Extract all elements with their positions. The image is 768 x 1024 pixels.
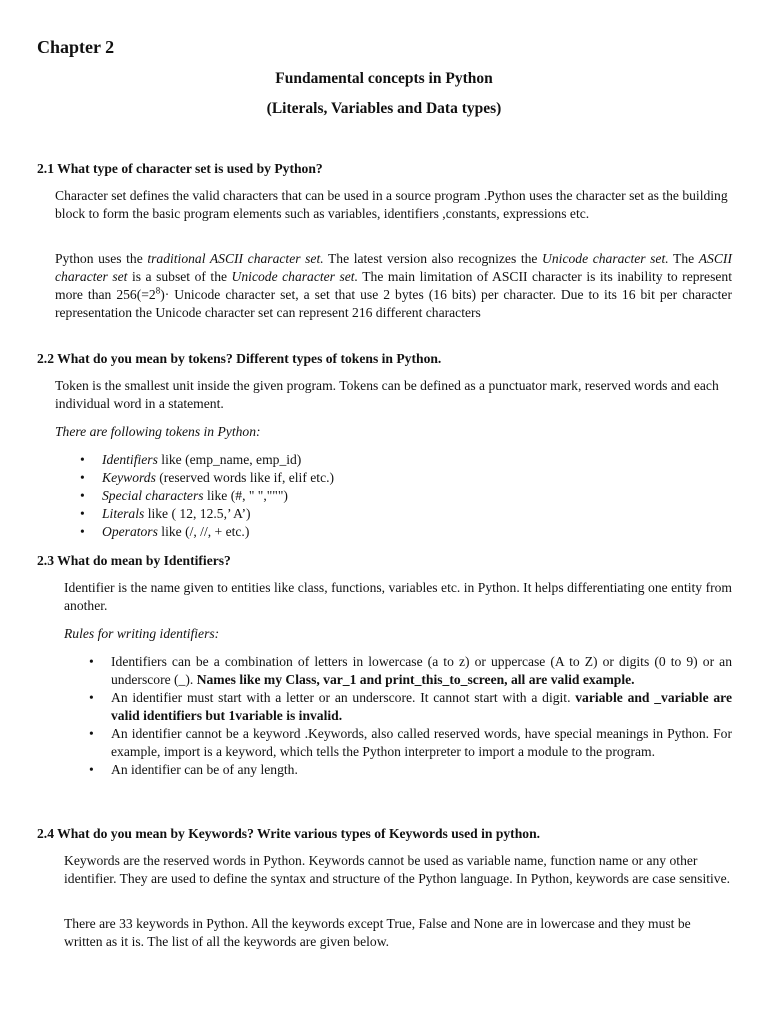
list-item: • Operators like (/, //, + etc.)	[80, 524, 250, 539]
bullet-icon: •	[80, 452, 85, 467]
bullet-icon: •	[80, 524, 85, 539]
bullet-icon: •	[80, 488, 85, 503]
chapter-title: Fundamental concepts in Python	[275, 70, 493, 87]
section-2-4-heading: 2.4 What do you mean by Keywords? Write various types of Keywords used in python.	[37, 826, 541, 841]
bullet-icon: •	[80, 470, 85, 485]
tokens-list	[80, 451, 732, 541]
list-item: • Keywords (reserved words like if, elif etc.)	[80, 470, 335, 485]
chapter-subtitle: (Literals, Variables and Data types)	[266, 100, 502, 117]
section-2-4-paragraph-2: There are 33 keywords in Python. All the keywords except True, False and None are in lowercase and they must be written as it is. The list of all the keywords are given below.	[64, 916, 691, 949]
section-2-1-heading: 2.1 What type of character set is used by Python?	[37, 161, 323, 176]
bullet-icon: •	[80, 506, 85, 521]
bullet-icon: •	[89, 654, 94, 669]
rules-intro: Rules for writing identifiers:	[64, 626, 220, 641]
bullet-icon: •	[89, 690, 94, 705]
rules-list	[89, 653, 732, 779]
tokens-intro: There are following tokens in Python:	[55, 424, 261, 439]
section-2-2-heading: 2.2 What do you mean by tokens? Different types of tokens in Python.	[37, 351, 442, 366]
section-2-1-paragraph-2: Python uses the traditional ASCII character set. The latest version also recognizes the Unicode character set. The ASCII character set is a subset of the Unicode character set. The main limitation of ASCII character is its inability to represent more than $256(=2^8)\cdot$ Unicode character set, a set that use 2 bytes (16 bits) per character. Due to its 16 bit per character representation the Unicode character set can represent 216 different characters	[55, 251, 732, 320]
section-2-4-paragraph-1: Keywords are the reserved words in Python. Keywords cannot be used as variable name, function name or any other identifier. They are used to define the syntax and structure of the Python language. In Python, keywords are case sensitive.	[64, 853, 731, 886]
section-2-3-heading: 2.3 What do mean by Identifiers?	[37, 553, 231, 568]
list-item: • Literals like ( 12, 12.5,’ A’)	[80, 506, 251, 521]
section-2-1-paragraph-1: Character set defines the valid characters that can be used in a source program .Python uses the character set as the building block to form the basic program elements such as variables, identifiers ,constants, expressions etc.	[55, 188, 728, 221]
bullet-icon: •	[89, 762, 94, 777]
list-item: • Identifiers can be a combination of letters in lowercase (a to z) or uppercase (A to Z) or digits (0 to 9) or an underscore (_). Names like my Class, var_1 and print_this_to_screen, all are valid example.	[89, 654, 732, 687]
list-item: • Special characters like (#, " ",""")	[80, 488, 288, 503]
bullet-icon: •	[89, 726, 94, 741]
chapter-heading: Chapter 2	[37, 37, 115, 57]
section-2-3-paragraph: Identifier is the name given to entities like class, functions, variables etc. in Python. It helps differentiating one entity from another.	[64, 580, 732, 613]
list-item: • An identifier must start with a letter or an underscore. It cannot start with a digit. variable and _variable are valid identifiers but 1variable is invalid.	[89, 690, 732, 723]
list-item: • An identifier cannot be a keyword .Keywords, also called reserved words, have special meanings in Python. For example, import is a keyword, which tells the Python interpreter to import a module to the program.	[89, 726, 732, 759]
list-item: • An identifier can be of any length.	[89, 762, 298, 777]
list-item: • Identifiers like (emp_name, emp_id)	[80, 452, 302, 467]
section-2-2-paragraph: Token is the smallest unit inside the given program. Tokens can be defined as a punctuator mark, reserved words and each individual word in a statement.	[55, 378, 719, 411]
